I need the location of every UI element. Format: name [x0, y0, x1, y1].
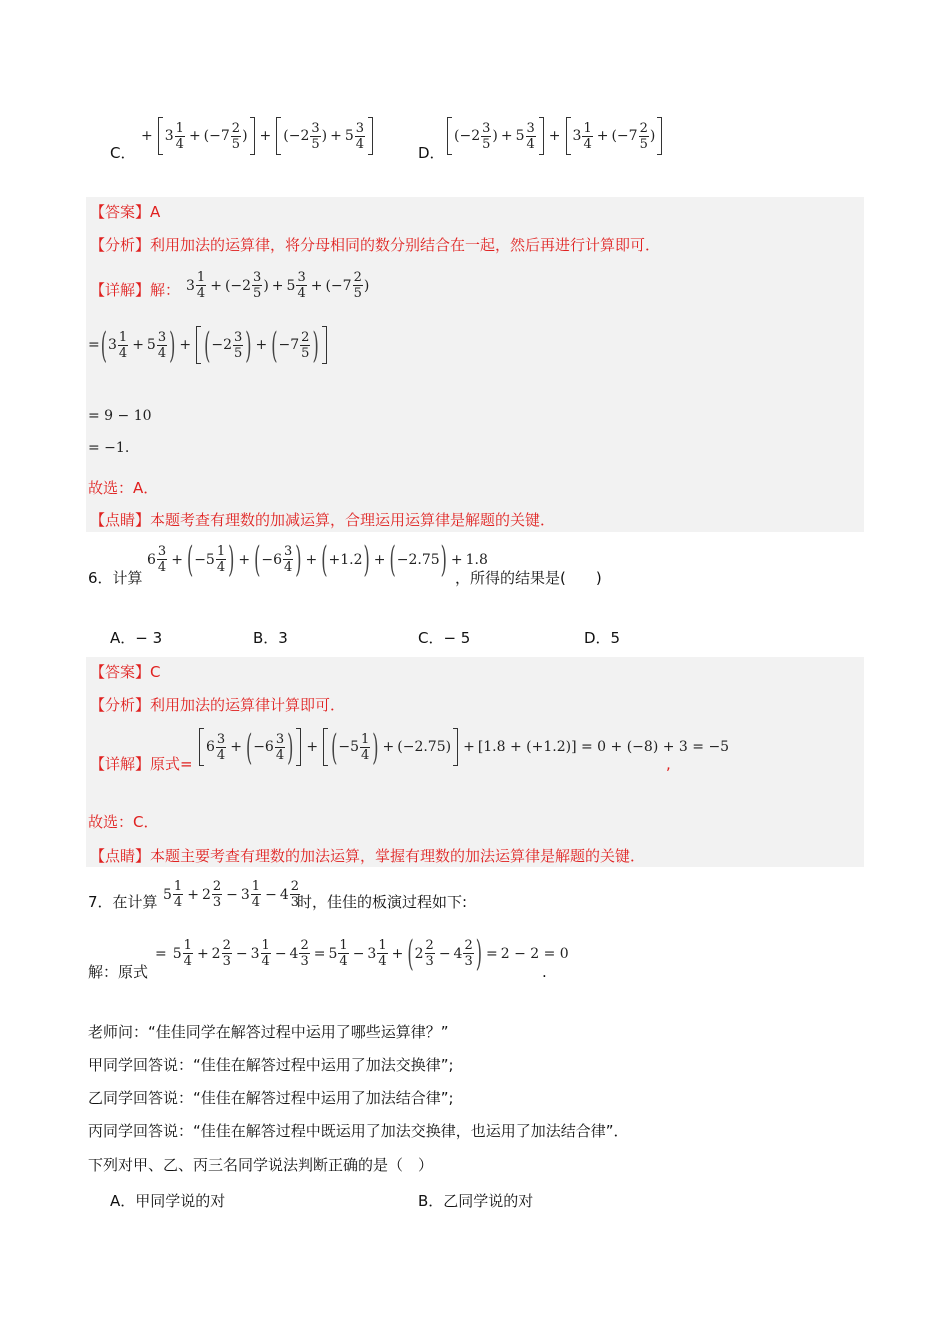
q5-comment: 【点睛】本题考查有理数的加减运算，合理运用运算律是解题的关键． [90, 511, 556, 529]
q5-choose: 故选：A． [88, 479, 159, 497]
q5-option-d-label: D． [418, 144, 445, 162]
q5-option-c-label: C． [110, 144, 136, 162]
q5-detail-regroup: = ( 3 1 4 + 5 3 4 ) + ( −2 3 5 ) + ( −7 2 5 ) [88, 326, 329, 364]
q5-detail-line4: = −1. [88, 440, 130, 456]
q6-comment: 【点睛】本题主要考查有理数的加法运算，掌握有理数的加法运算律是解题的关键． [90, 847, 646, 865]
q7-suffix: 时，佳佳的板演过程如下: [297, 893, 468, 911]
q6-option-a: A．− 3 [110, 629, 163, 647]
q5-detail-line3: = 9 − 10 [88, 408, 152, 424]
q5-option-c-formula: + 3 1 4 + (−7 2 5 ) + (−2 3 5 ) + 5 3 4 [138, 117, 375, 155]
q6-option-c: C．− 5 [418, 629, 471, 647]
q6-prefix: 6．计算 [88, 569, 143, 587]
q7-jia-answer: 甲同学回答说：“佳佳在解答过程中运用了加法交换律”; [88, 1056, 454, 1074]
q6-detail-label: 【详解】原式= [90, 755, 193, 773]
q7-question: 下列对甲、乙、丙三名同学说法判断正确的是（ ） [88, 1156, 434, 1174]
q5-answer: 【答案】A [90, 203, 161, 221]
q6-option-d: D．5 [584, 629, 621, 647]
q7-prefix: 7．在计算 [88, 893, 158, 911]
q7-solution-end: . [542, 963, 547, 981]
q7-option-a: A．甲同学说的对 [110, 1192, 226, 1210]
q7-solution-label: 解：原式 [88, 963, 149, 981]
q5-option-d-formula: (−2 3 5 ) + 5 3 4 + 3 1 4 + (−7 2 5 ) [445, 117, 664, 159]
q6-answer: 【答案】C [90, 663, 161, 681]
q7-option-b: B．乙同学说的对 [418, 1192, 534, 1210]
q7-expression: 5 1 4 + 2 2 3 − 3 1 4 − 4 2 3 [163, 879, 300, 910]
q6-expression: 6 3 4 + ( −5 1 4 ) + ( −6 3 4 ) + ( +1.2 ) + ( −2.75 ) + 1.8 [147, 538, 488, 581]
q7-teacher-question: 老师问：“佳佳同学在解答过程中运用了哪些运算律？” [88, 1023, 449, 1041]
q7-bing-answer: 丙同学回答说：“佳佳在解答过程中既运用了加法交换律，也运用了加法结合律”． [88, 1122, 629, 1140]
q6-suffix: ，所得的结果是( ) [455, 569, 602, 587]
q7-solution-expression: = 5 1 4 + 2 2 3 − 3 1 4 − 4 $\frac{2}{3}$ = 5 1 4 − 3 1 4 + ( 2 2 3 − 4 2 3 ) = 2 − 2 = 0 [155, 932, 569, 975]
q5-detail-label: 【详解】解： [90, 281, 181, 299]
q6-detail-end: , [666, 755, 671, 773]
q6-analysis: 【分析】利用加法的运算律计算即可． [90, 696, 346, 714]
q6-option-b: B．3 [253, 629, 288, 647]
q7-yi-answer: 乙同学回答说：“佳佳在解答过程中运用了加法结合律”; [88, 1089, 454, 1107]
q5-detail-expression: 3 1 4 + (−2 3 5 ) + 5 3 4 + (−7 2 5 ) [186, 270, 370, 301]
q6-choose: 故选：C． [88, 813, 159, 831]
q5-analysis: 【分析】利用加法的运算律，将分母相同的数分别结合在一起，然后再进行计算即可． [90, 236, 661, 254]
q6-detail-expression: 6 3 4 + ( −6 3 4 ) + ( −5 1 4 ) + (−2.75) + [1.8 + (+1.2)] = 0 + (−8) + 3 = −5 [197, 728, 729, 770]
